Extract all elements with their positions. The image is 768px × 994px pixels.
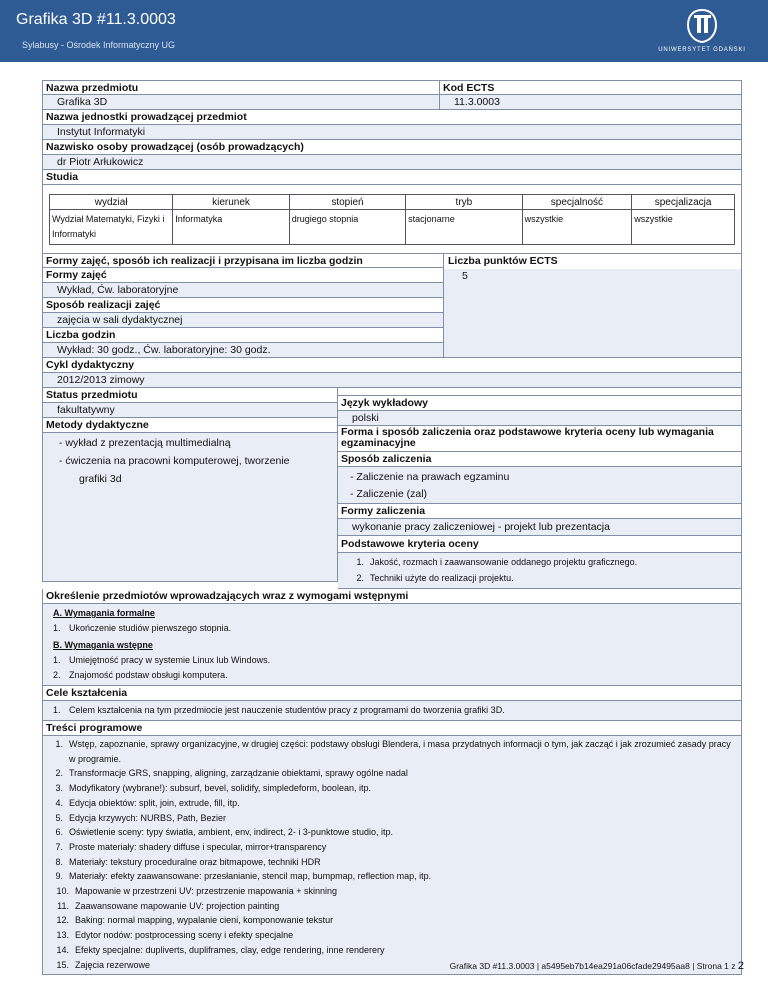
syllabus-form [42,80,742,975]
course-name-label: Nazwa przedmiotu [42,80,440,95]
content-item: 9. Materiały: efekty zaawansowane: przesłanianie, stencil map, bumpmap, reflection map, itp. [55,871,432,882]
studies-cell-specialization: wszystkie [632,210,735,245]
goals-box [42,701,742,721]
spacer [338,388,742,396]
content-item: 10. Mapowanie w przestrzeni UV: przestrzenie mapowania + skinning [56,886,338,897]
goals-label: Cele kształcenia [42,686,742,701]
language-value: polski [338,411,742,426]
content-item: 1. Wstęp, zapoznanie, sprawy organizacyjne, w drugiej części: podstawy obsługi Blendera, i masa przydatnych informacji o tym, jak zacząć i jak zrozumieć zasady pracy w programie. [55,739,731,764]
studies-label: Studia [42,170,742,185]
classes-section [42,253,742,358]
classes-hours-value: Wykład: 30 godz., Ćw. laboratoryjne: 30 godz. [42,343,444,358]
content-item: 12. Baking: normal mapping, wypalanie cieni, komponowanie tekstur [56,915,334,926]
ects-points-value: 5 [462,270,468,282]
cycle-value: 2012/2013 zimowy [42,373,742,388]
assessment-forms-label: Formy zaliczenia [338,504,742,519]
method-item: grafiki 3d [79,473,122,485]
goal-item: 1. Celem kształcenia na tym przedmiocie jest nauczenie studentów pracy z programami do tworzenia grafiki 3D. [53,705,505,715]
language-label: Język wykładowy [338,396,742,411]
cycle-label: Cykl dydaktyczny [42,358,742,373]
studies-header-faculty: wydział [50,195,173,210]
content-label: Treści programowe [42,721,742,736]
studies-cell-specialty: wszystkie [522,210,632,245]
content-item: 7. Proste materiały: shadery diffuse i specular, mirror+transparency [55,841,327,852]
content-item: 3. Modyfikatory (wybrane!): subsurf, bevel, solidify, simpledeform, boolean, itp. [55,783,371,794]
initial-requirement-item: 2. Znajomość podstaw obsługi komputera. [53,670,228,680]
logo-text: UNIWERSYTET GDAŃSKI [658,47,746,53]
method-item: - wykład z prezentacją multimedialną [59,437,231,449]
initial-requirements-label: B. Wymagania wstępne [53,640,153,650]
lecturer-value: dr Piotr Arłukowicz [42,155,742,170]
method-item: - ćwiczenia na pracowni komputerowej, tworzenie [59,455,290,467]
content-item: 6. Oświetlenie sceny: typy światła, ambient, env, indirect, 2- i 3-punktowe studio, itp. [55,827,393,838]
studies-cell-field: Informatyka [173,210,289,245]
classes-forms-label: Formy zajęć [42,268,444,283]
prerequisites-label: Określenie przedmiotów wprowadzających wraz z wymogami wstępnymi [42,589,742,604]
status-value: fakultatywny [42,403,338,418]
classes-forms-value: Wykład, Ćw. laboratoryjne [42,283,444,298]
assessment-header: Forma i sposób zaliczenia oraz podstawowe kryteria oceny lub wymagania egzaminacyjne [338,426,742,452]
assessment-mode-item: - Zaliczenie (zal) [350,488,428,500]
document-subtitle: Sylabusy - Ośrodek Informatyczny UG [22,40,176,50]
content-item: 15. Zajęcia rezerwowe [56,959,151,970]
classes-method-value: zajęcia w sali dydaktycznej [42,313,444,328]
page-footer [450,960,744,972]
university-emblem-icon [686,9,718,43]
formal-requirements-label: A. Wymagania formalne [53,608,155,618]
content-item: 5. Edycja krzywych: NURBS, Path, Bezier [55,812,227,823]
studies-table [49,194,735,245]
prerequisites-box [42,604,742,686]
content-item: 13. Edytor nodów: postprocessing sceny i efekty specjalne [56,930,294,941]
university-logo [654,9,750,55]
methods-label: Metody dydaktyczne [42,418,338,433]
methods-box [42,433,338,582]
studies-header-specialty: specjalność [522,195,632,210]
assessment-mode-label: Sposób zaliczenia [338,452,742,467]
content-item: 8. Materiały: tekstury proceduralne oraz bitmapowe, techniki HDR [55,856,321,867]
ects-code-label: Kod ECTS [440,80,742,95]
unit-value: Instytut Informatyki [42,125,742,140]
studies-cell-faculty: Wydział Matematyki, Fizyki i Informatyki [50,210,173,245]
studies-header-specialization: specjalizacja [632,195,735,210]
criteria-label: Podstawowe kryteria oceny [338,536,742,553]
content-item: 4. Edycja obiektów: split, join, extrude, fill, itp. [55,797,240,808]
studies-cell-mode: stacjonarne [406,210,522,245]
formal-requirement-item: 1. Ukończenie studiów pierwszego stopnia. [53,623,232,633]
initial-requirement-item: 1. Umiejętność pracy w systemie Linux lub Windows. [53,655,271,665]
unit-label: Nazwa jednostki prowadzącej przedmiot [42,110,742,125]
status-label: Status przedmiotu [42,388,338,403]
studies-header-mode: tryb [406,195,522,210]
content-item: 11. Zaawansowane mapowanie UV: projection painting [57,900,280,911]
content-item: 2. Transformacje GRS, snapping, aligning, zarządzanie obiektami, sprawy ogólne nadal [55,768,408,779]
ects-points-box [444,253,742,358]
content-list [42,736,742,975]
footer-text: Grafika 3D #11.3.0003 | a5495eb7b14ea291a06cfade29495aa8 | Strona 1 z [449,961,738,971]
classes-method-label: Sposób realizacji zajęć [42,298,444,313]
criteria-item: 1. Jakość, rozmach i zaawansowanie oddanego projektu graficznego. [356,557,638,567]
footer-total-pages: 2 [737,960,744,972]
assessment-mode-item: - Zaliczenie na prawach egzaminu [350,471,510,483]
page-header [0,0,768,62]
ects-points-label: Liczba punktów ECTS [444,254,741,269]
criteria-item: 2. Techniki użyte do realizacji projektu. [356,573,514,583]
studies-header-degree: stopień [289,195,405,210]
ects-code-value: 11.3.0003 [440,95,742,110]
course-name-value: Grafika 3D [42,95,440,110]
studies-header-field: kierunek [173,195,289,210]
document-title: Grafika 3D #11.3.0003 [16,11,176,28]
course-name-row [42,80,742,110]
classes-hours-label: Liczba godzin [42,328,444,343]
classes-forms-header: Formy zajęć, sposób ich realizacji i przypisana im liczba godzin [42,253,444,268]
assessment-forms-value: wykonanie pracy zaliczeniowej - projekt lub prezentacja [338,519,742,536]
status-assessment-section [42,388,742,589]
studies-table-wrapper [42,185,742,253]
studies-cell-degree: drugiego stopnia [289,210,405,245]
lecturer-label: Nazwisko osoby prowadzącej (osób prowadzących) [42,140,742,155]
assessment-modes-box [338,467,742,504]
content-item: 14. Efekty specjalne: dupliverts, dupliframes, clay, edge rendering, inne renderery [56,944,385,955]
criteria-list [338,553,742,589]
